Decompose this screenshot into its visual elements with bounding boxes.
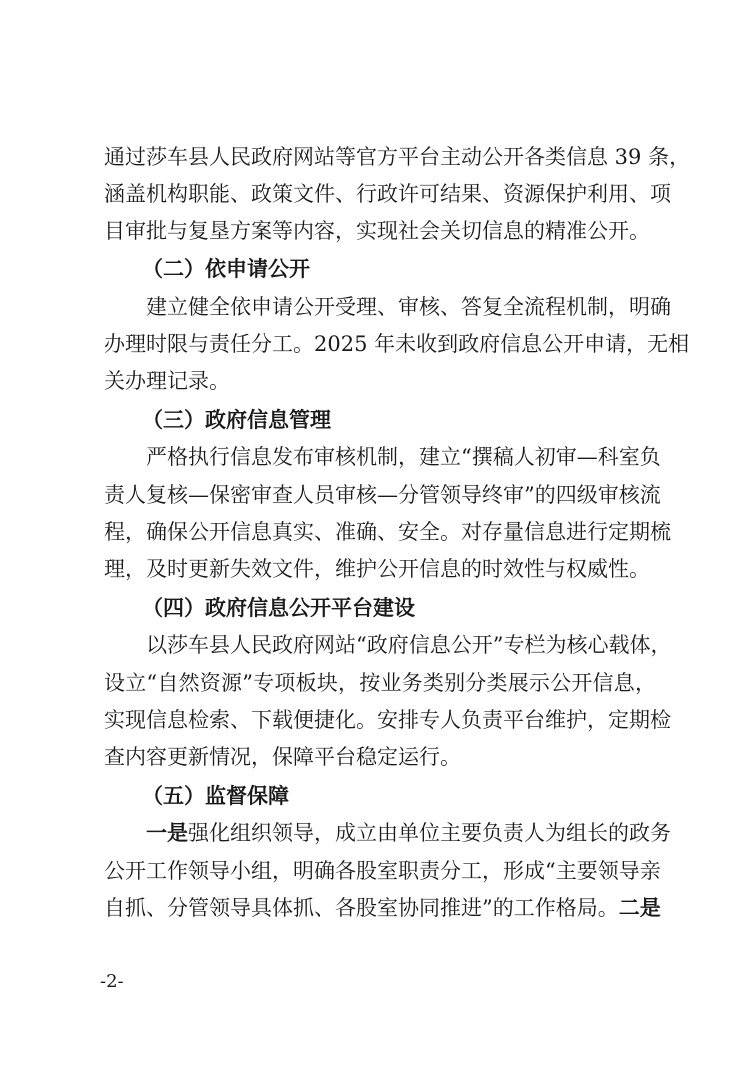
section-heading: （二）依申请公开 xyxy=(142,256,310,281)
section-heading: （四）政府信息公开平台建设 xyxy=(142,595,415,620)
section-heading: （三）政府信息管理 xyxy=(142,407,331,432)
paragraph-line: 责人复核—保密审查人员审核—分管领导终审”的四级审核流 xyxy=(104,483,661,507)
paragraph-line: 设立“自然资源”专项板块，按业务类别分类展示公开信息， xyxy=(104,671,656,695)
paragraph-line xyxy=(104,892,661,924)
tail-bold-text: 二是 xyxy=(618,895,661,920)
paragraph-line: 严格执行信息发布审核机制，建立“撰稿人初审—科室负 xyxy=(146,445,661,469)
page-number: -2- xyxy=(100,971,124,992)
section-heading: （五）监督保障 xyxy=(142,783,289,808)
paragraph-line: 涵盖机构职能、政策文件、行政许可结果、资源保护利用、项 xyxy=(104,182,671,206)
paragraph-line xyxy=(146,817,671,849)
line-text: 自抓、分管领导具体抓、各股室协同推进”的工作格局。 xyxy=(104,896,619,920)
line-text: 强化组织领导，成立由单位主要负责人为组长的政务 xyxy=(188,821,671,845)
paragraph-line: 建立健全依申请公开受理、审核、答复全流程机制，明确 xyxy=(146,295,671,319)
paragraph-line: 目审批与复垦方案等内容，实现社会关切信息的精准公开。 xyxy=(104,219,650,243)
paragraph-line: 关办理记录。 xyxy=(104,369,230,393)
lead-bold-text: 一是 xyxy=(146,820,188,845)
paragraph-line: 实现信息检索、下载便捷化。安排专人负责平台维护，定期检 xyxy=(104,708,671,732)
paragraph-line: 程，确保公开信息真实、准确、安全。对存量信息进行定期梳 xyxy=(104,520,671,544)
paragraph-line: 公开工作领导小组，明确各股室职责分工，形成“主要领导亲 xyxy=(104,859,661,883)
paragraph-line: 理，及时更新失效文件，维护公开信息的时效性与权威性。 xyxy=(104,557,650,581)
paragraph-line: 办理时限与责任分工。2025 年未收到政府信息公开申请，无相 xyxy=(104,332,690,356)
paragraph-line: 通过莎车县人民政府网站等官方平台主动公开各类信息 39 条， xyxy=(104,145,691,169)
paragraph-line: 查内容更新情况，保障平台稳定运行。 xyxy=(104,745,461,769)
paragraph-line: 以莎车县人民政府网站“政府信息公开”专栏为核心载体， xyxy=(146,633,672,657)
